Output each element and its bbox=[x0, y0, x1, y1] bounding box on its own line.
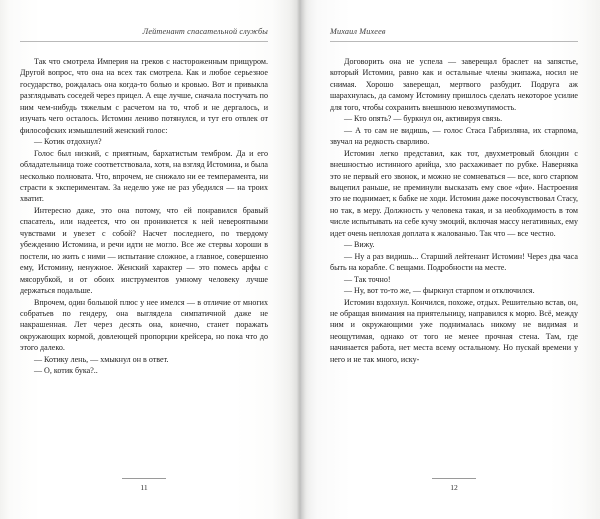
left-page-content bbox=[20, 0, 268, 519]
paragraph: — Так точно! bbox=[344, 274, 391, 284]
paragraph: — Вижу. bbox=[344, 240, 375, 250]
paragraph: — Котик отдохнул? bbox=[34, 137, 102, 147]
right-page-content bbox=[330, 0, 578, 519]
paragraph: — А то сам не видишь, — голос Стаса Габризляна, их старпома, звучал на редкость сварливо. bbox=[330, 125, 578, 147]
right-page bbox=[300, 0, 600, 519]
paragraph: Договорить она не успела — заверещал браслет на запястье, который Истомин, равно как и остальные члены экипажа, носил не снимая. Хорошо заверещал, мертвого разбудит. Подруга аж шарахнулась, да самому Истомину пришлось сделать некоторое усилие для того, чтобы сохранить внешнюю невозмутимость. bbox=[330, 57, 578, 112]
left-running-head-rule bbox=[20, 41, 268, 42]
folio-rule bbox=[122, 478, 166, 479]
right-page-folio bbox=[330, 478, 578, 492]
left-page-body bbox=[20, 56, 268, 377]
right-running-head-rule bbox=[330, 41, 578, 42]
paragraph: — Кто опять? — буркнул он, активируя связь. bbox=[344, 114, 503, 124]
paragraph: — Ну а раз видишь... Старший лейтенант Истомин! Через два часа быть на корабле. С вещами. Подробности на месте. bbox=[330, 251, 578, 273]
right-page-number: 12 bbox=[450, 483, 458, 492]
paragraph: Истомин вздохнул. Кончился, похоже, отдых. Решительно встав, он, не обращая внимания на приятельницу, направился к морю. Всё, между ним и окружающими уже поднималась никому не видимая и неощутимая, однако от того не менее прочная стена. Там, где начинается работа, нет места всему остальному. Но пускай времени у него и не так много, иску- bbox=[330, 297, 578, 364]
right-running-head bbox=[330, 26, 578, 46]
paragraph: — Котику лень, — хмыкнул он в ответ. bbox=[34, 354, 169, 364]
left-page-number: 11 bbox=[140, 483, 148, 492]
left-page-folio bbox=[20, 478, 268, 492]
paragraph: Интересно даже, это она потому, что ей понравился бравый спасатель, или надеется, что он проникнется к ней невероятными чувствами и увезет с собой? Насчет последнего, по твердому убеждению Истомина, и речи идти не могло. Все же стервы хороши в постели, но жить с ними — испытание сложное, а главное, совершенно ему, Истомину, ненужное. Женский характер — это помесь арфы с мясорубкой, и от обоих инструментов умному человеку лучше держаться подальше. bbox=[20, 205, 268, 296]
paragraph: Голос был низкий, с приятным, бархатистым тембром. Да и его обладательница тоже соответствовала, хотя, на взгляд Истомина, и была несколько полновата. Что, впрочем, не снижало ни ее темперамента, ни страсти к экспериментам. За неделю уже не раз убедился — на троих хватит. bbox=[20, 148, 268, 204]
paragraph: Истомин легко представил, как тот, двухметровый блондин с внешностью истинного арийца, зло расхаживает по рубке. Наверняка это не первый его звонок, и можно не сомневаться — все, кого старпом выцепил раньше, не преминули высказать ему свое «фи». Настроения это не поднимает, к бабке не ходи. Истомин даже посочувствовал Стасу, но так, в меру. Должность у человека такая, и за необходимость в том числе испытывать на себе кучу эмоций, включая массу негативных, ему идет очень неплохая доплата к жалованью. Так что — все честно. bbox=[330, 148, 578, 238]
paragraph: — Ну, вот то-то же, — фыркнул старпом и отключился. bbox=[344, 286, 535, 296]
left-running-head bbox=[20, 26, 268, 46]
folio-rule bbox=[432, 478, 476, 479]
right-page-body bbox=[330, 56, 578, 365]
paragraph: Так что смотрела Империя на греков с настороженным прищуром. Другой вопрос, что она на всех так смотрела. Как и любое серьезное государство, рождалась она когда-то болью и кровью. Вот и привыкла разглядывать соседей через прицел. А еще лучше, сначала постучать по ним чем-нибудь тяжелым с расчетом на то, чтоб и не дергалось, и изучать чего осталось. Истомин лениво потянулся, и тут его отвлек от философских измышлений женский голос: bbox=[20, 57, 268, 135]
paragraph: Впрочем, один большой плюс у нее имелся — в отличие от многих собратьев по гендеру, она выглядела симпатичной даже не накрашенная. Лет через десять она, конечно, станет поражать окружающих кормой, довлеющей пропорции крейсера, но пока что до этого далеко. bbox=[20, 297, 268, 353]
right-running-head-text: Михаил Михеев bbox=[330, 27, 386, 36]
left-running-head-text: Лейтенант спасательной службы bbox=[142, 27, 268, 36]
paragraph: — О, котик бука?.. bbox=[34, 366, 98, 376]
